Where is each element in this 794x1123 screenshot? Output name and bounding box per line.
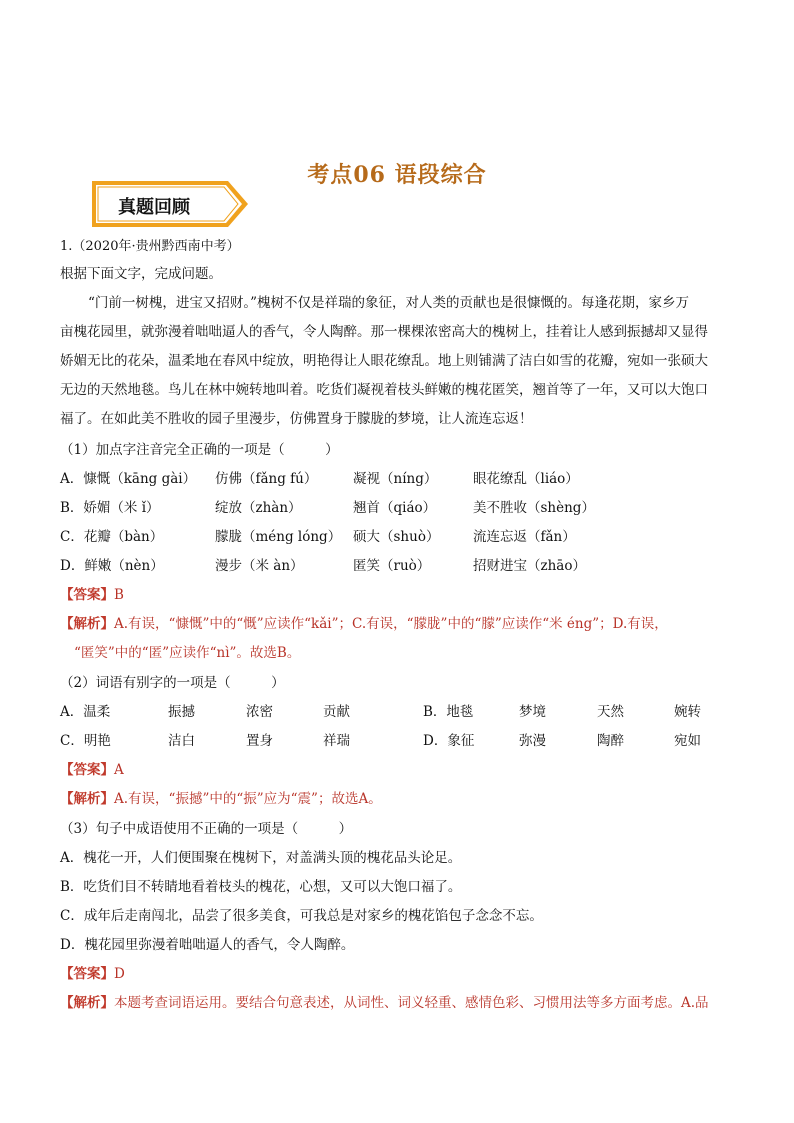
option-line: A．槐花一开，人们便围聚在槐树下，对盖满头顶的槐花品头论足。: [60, 850, 462, 866]
analysis-text: A.有误，“慷慨”中的“慨”应读作“kǎi”；C.有误，“朦胧”中的“朦”应读作“米 éng”；D.有误，: [114, 616, 668, 632]
option-line: D．槐花园里弥漫着咄咄逼人的香气，令人陶醉。: [60, 937, 355, 953]
option-cell: D．鲜嫩（nèn）: [60, 558, 164, 574]
option-cell: 振撼: [168, 704, 195, 720]
sub-question-1-stem: （1）加点字注音完全正确的一项是（ ）: [60, 442, 339, 458]
answer-line: [60, 585, 124, 605]
option-cell: 眼花缭乱（liáo）: [473, 471, 579, 487]
question-number: 1.（2020年·贵州黔西南中考）: [60, 239, 240, 254]
answer-tag: 【答案】: [60, 587, 114, 603]
option-cell: 祥瑞: [323, 733, 350, 749]
option-cell: 翘首（qiáo）: [353, 500, 437, 516]
analysis-text: A.有误，“振撼”中的“振”应为“震”；故选A。: [114, 791, 382, 807]
answer-tag: 【答案】: [60, 966, 114, 982]
answer-value: D: [114, 966, 125, 982]
sub-question-3-stem: （3）句子中成语使用不正确的一项是（ ）: [60, 821, 353, 837]
answer-line: [60, 760, 124, 780]
option-cell: 梦境: [519, 704, 546, 720]
option-cell: C．明艳: [60, 733, 111, 749]
sub-question-2-stem: （2）词语有别字的一项是（ ）: [60, 675, 285, 691]
analysis-line: [60, 614, 668, 634]
option-cell: 置身: [246, 733, 273, 749]
option-cell: C．花瓣（bàn）: [60, 529, 164, 545]
passage-line: 福了。在如此美不胜收的园子里漫步，仿佛置身于朦胧的梦境，让人流连忘返！: [60, 411, 533, 427]
answer-value: A: [114, 762, 124, 778]
option-cell: 匿笑（ruò）: [353, 558, 431, 574]
option-cell: 流连忘返（fǎn）: [473, 529, 576, 545]
option-cell: 陶醉: [597, 733, 624, 749]
analysis-line: [60, 993, 709, 1013]
section-banner-label: 真题回顾: [118, 197, 190, 218]
analysis-line: [60, 789, 382, 809]
question-instruction: 根据下面文字，完成问题。: [60, 266, 222, 282]
answer-line: [60, 964, 125, 984]
option-cell: 朦胧（méng lóng）: [215, 529, 342, 545]
option-cell: 宛如: [674, 733, 701, 749]
analysis-tag: 【解析】: [60, 995, 114, 1011]
option-cell: 凝视（níng）: [353, 471, 438, 487]
analysis-tag: 【解析】: [60, 791, 114, 807]
option-cell: A．慷慨（kāng gài）: [60, 471, 197, 487]
option-cell: 仿佛（fǎng fú）: [215, 471, 318, 487]
option-cell: 贡献: [323, 704, 350, 720]
option-cell: 浓密: [246, 704, 273, 720]
analysis-text: “匿笑”中的“匿”应读作“nì”。故选B。: [74, 645, 301, 661]
option-cell: B．娇媚（米 ǐ）: [60, 500, 160, 516]
option-cell: 婉转: [674, 704, 701, 720]
analysis-tag: 【解析】: [60, 616, 114, 632]
option-cell: 绽放（zhàn）: [215, 500, 302, 516]
option-cell: 招财进宝（zhāo）: [473, 558, 586, 574]
option-cell: 硕大（shuò）: [353, 529, 440, 545]
passage-line: 无边的天然地毯。鸟儿在林中婉转地叫着。吃货们凝视着枝头鲜嫩的槐花匿笑，翘首等了一年，又可以大饱口: [60, 382, 708, 398]
option-cell: 天然: [597, 704, 624, 720]
option-cell: 洁白: [168, 733, 195, 749]
option-line: C．成年后走南闯北，品尝了很多美食，可我总是对家乡的槐花馅包子念念不忘。: [60, 908, 543, 924]
option-cell: D．象征: [423, 733, 475, 749]
option-cell: 美不胜收（shèng）: [473, 500, 595, 516]
option-cell: A．温柔: [60, 704, 111, 720]
option-cell: B．地毯: [423, 704, 474, 720]
answer-tag: 【答案】: [60, 762, 114, 778]
page-title: 考点06 语段综合: [307, 162, 487, 188]
passage-line: 亩槐花园里，就弥漫着咄咄逼人的香气，令人陶醉。那一棵棵浓密高大的槐树上，挂着让人感到振撼却又显得: [60, 324, 708, 340]
option-cell: 漫步（米 àn）: [215, 558, 304, 574]
passage-line: “门前一树槐，进宝又招财。”槐树不仅是祥瑞的象征，对人类的贡献也是很慷慨的。每逢花期，家乡万: [88, 295, 690, 311]
analysis-text: 本题考查词语运用。要结合句意表述，从词性、词义轻重、感情色彩、习惯用法等多方面考虑。A.品: [114, 995, 709, 1011]
option-line: B．吃货们目不转睛地看着枝头的槐花，心想，又可以大饱口福了。: [60, 879, 462, 895]
option-cell: 弥漫: [519, 733, 546, 749]
passage-line: 娇媚无比的花朵，温柔地在春风中绽放，明艳得让人眼花缭乱。地上则铺满了洁白如雪的花瓣，宛如一张硕大: [60, 353, 708, 369]
answer-value: B: [114, 587, 124, 603]
